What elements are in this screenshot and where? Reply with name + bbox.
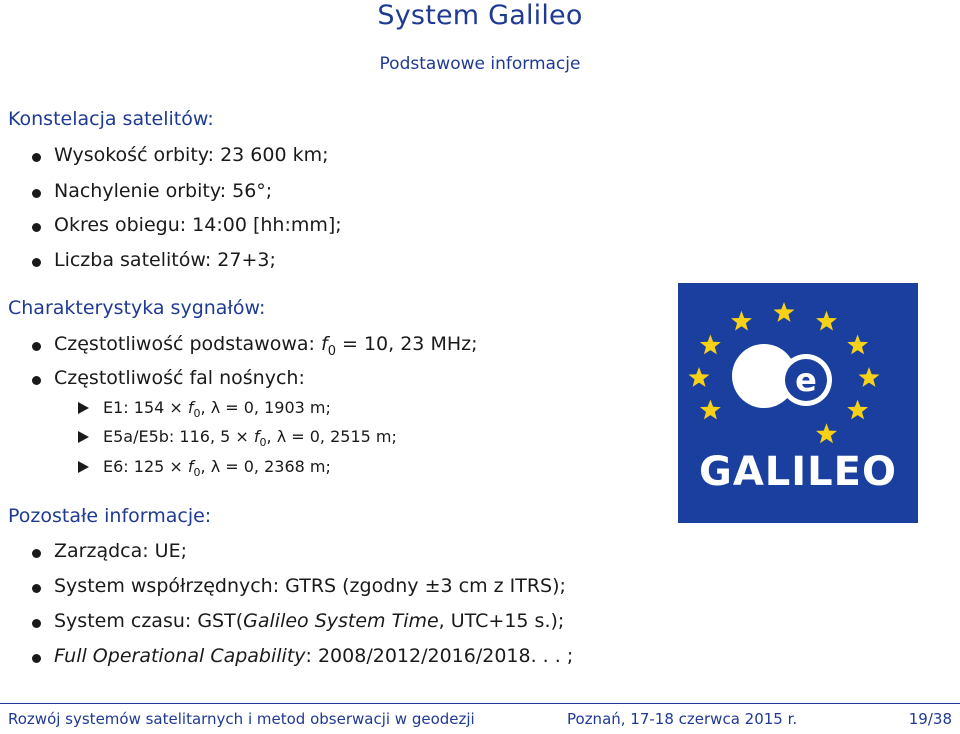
item-text: Okres obiegu: 14:00 [hh:mm]; [54,214,342,236]
bullet-icon [32,376,41,385]
footer-course: Rozwój systemów satelitarnych i metod obserwacji w geodezji [8,710,475,728]
time-italic: Galileo System Time [243,610,439,632]
bullet-icon [32,189,41,198]
bullet-icon [32,342,41,351]
item-text: Nachylenie orbity: 56°; [54,180,273,202]
footer-divider [0,703,960,704]
base-freq-symbol: f [320,333,328,355]
section-heading-constellation: Konstelacja satelitów: [8,108,214,130]
foc-suffix: : 2008/2012/2016/2018. . . ; [305,645,574,667]
bullet-icon [32,619,41,628]
carrier-symbol: f [187,457,194,476]
emblem-letter: e [795,361,817,399]
base-freq-value: = 10, 23 MHz; [335,333,478,355]
item-text: Częstotliwość fal nośnych: [54,367,305,389]
slide-title: System Galileo [377,0,583,31]
footer-place-date: Poznań, 17-18 czerwca 2015 r. [567,710,798,728]
item-text [54,645,573,667]
galileo-logo [678,283,918,523]
carrier-sub: 0 [259,436,267,450]
carrier-label: E6: 125 × [103,457,188,476]
base-freq-prefix: Częstotliwość podstawowa: [54,333,321,355]
carrier-label: E1: 154 × [103,398,188,417]
item-text: System współrzędnych: GTRS (zgodny ±3 cm z ITRS); [54,575,566,597]
section-heading-signals: Charakterystyka sygnałów: [8,297,266,319]
time-prefix: System czasu: GST( [54,610,244,632]
sub-item-text [103,457,331,479]
bullet-icon [32,584,41,593]
bullet-icon [32,654,41,663]
carrier-rest: , λ = 0, 1903 m; [200,398,331,417]
item-text: Wysokość orbity: 23 600 km; [54,144,329,166]
carrier-sub: 0 [193,407,201,421]
base-freq-sub: 0 [327,343,336,359]
foc-italic: Full Operational Capability [54,645,306,667]
time-suffix: , UTC+15 s.); [438,610,565,632]
carrier-rest: , λ = 0, 2515 m; [266,427,397,446]
triangle-bullet-icon [78,461,89,473]
triangle-bullet-icon [78,431,89,443]
bullet-icon [32,223,41,232]
logo-text: GALILEO [699,449,897,495]
bullet-icon [32,153,41,162]
sub-item-text [103,398,331,420]
footer-page-number: 19/38 [908,710,952,728]
carrier-symbol: f [253,427,260,446]
carrier-symbol: f [187,398,194,417]
carrier-label: E5a/E5b: 116, 5 × [103,427,254,446]
carrier-sub: 0 [193,466,201,480]
bullet-icon [32,258,41,267]
item-text [54,610,564,632]
sub-item-text [103,427,397,449]
item-text: Zarządca: UE; [54,540,187,562]
carrier-rest: , λ = 0, 2368 m; [200,457,331,476]
bullet-icon [32,549,41,558]
slide-subtitle: Podstawowe informacje [379,54,581,74]
item-text [54,333,478,359]
item-text: Liczba satelitów: 27+3; [54,249,276,271]
section-heading-other: Pozostałe informacje: [8,505,212,527]
triangle-bullet-icon [78,402,89,414]
